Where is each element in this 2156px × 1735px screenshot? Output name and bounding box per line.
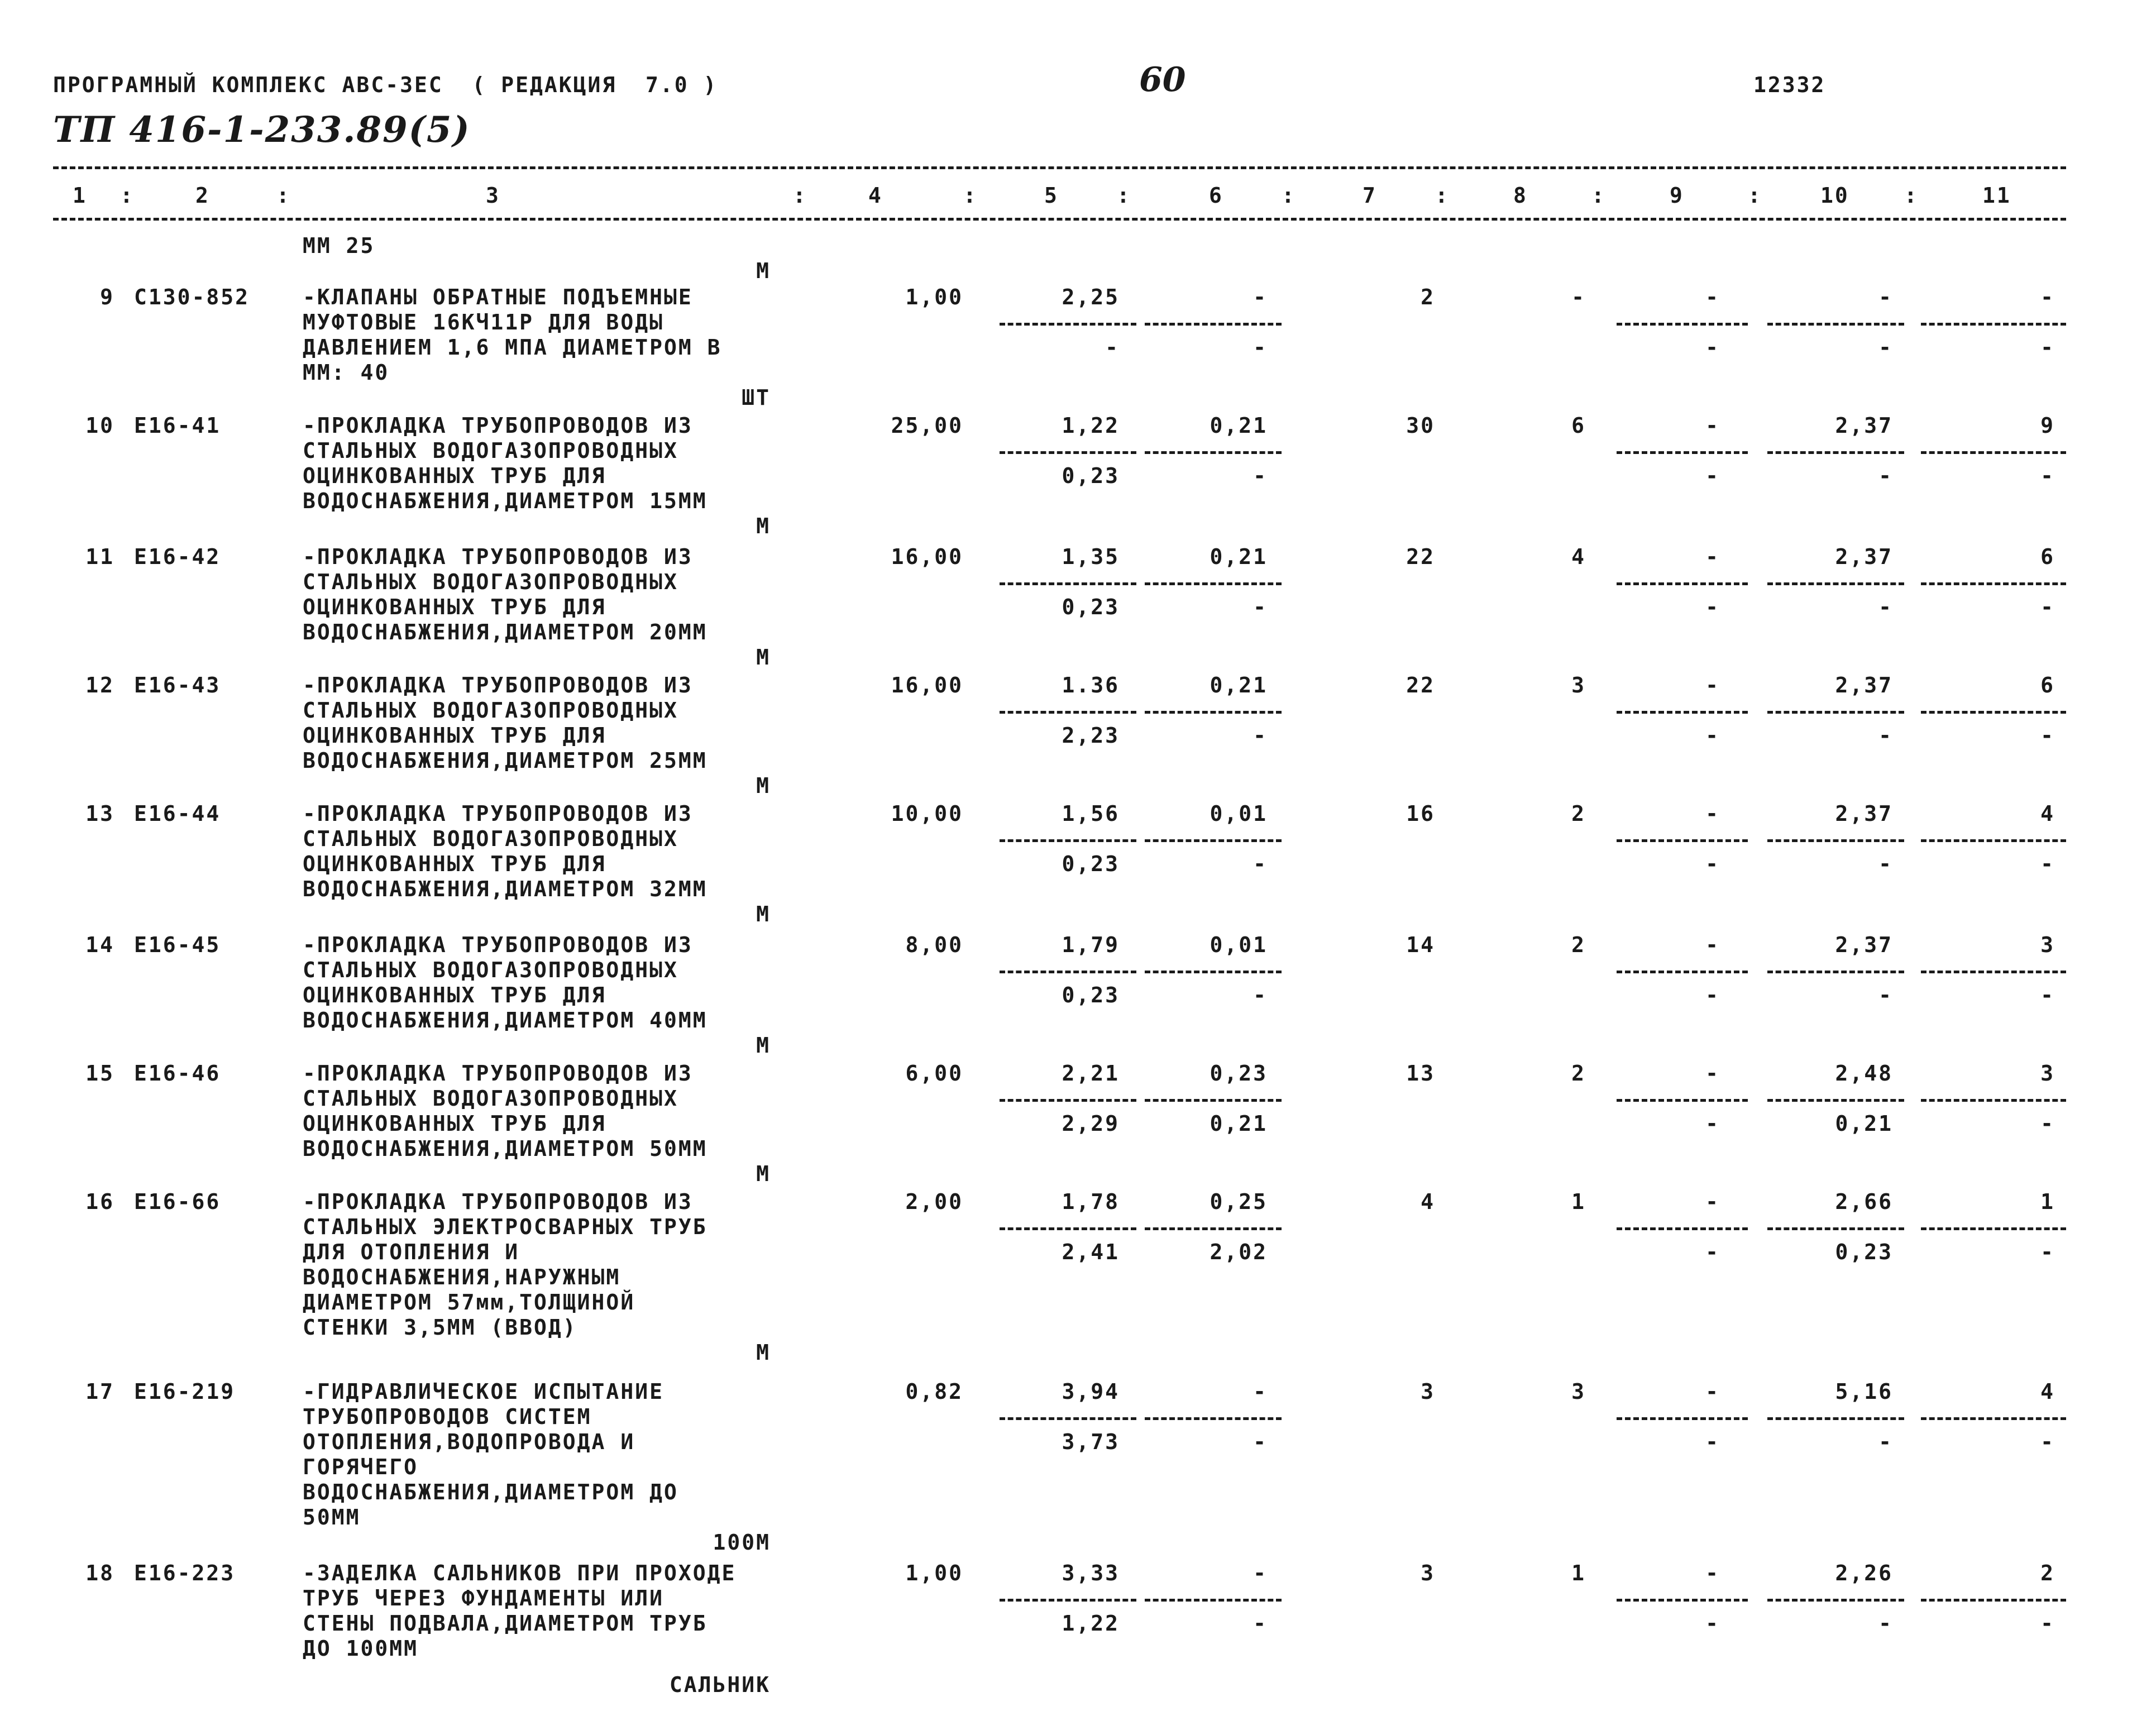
work-description-line: СТАЛЬНЫХ ВОДОГАЗОПРОВОДНЫХ — [303, 438, 678, 463]
row-number: 10 — [85, 413, 114, 438]
col9-bottom-value: - — [1705, 1611, 1720, 1636]
col10-top-value: 2,37 — [1835, 413, 1893, 438]
col11-fraction-line — [1921, 582, 2066, 585]
col7-value: 4 — [1421, 1189, 1435, 1214]
col9-top-value: - — [1705, 933, 1720, 957]
unit-of-measure: 100М — [713, 1530, 771, 1555]
col10-bottom-value: - — [1878, 852, 1893, 876]
rate-code: Е16-41 — [134, 413, 221, 438]
col11-fraction-line — [1921, 1227, 2066, 1230]
work-description-line: ДЛЯ ОТОПЛЕНИЯ И — [303, 1240, 520, 1264]
col11-top-value: 3 — [2040, 933, 2055, 957]
rate-code: Е16-42 — [134, 544, 221, 569]
col10-top-value: 2,37 — [1835, 933, 1893, 957]
work-description-line: -ЗАДЕЛКА САЛЬНИКОВ ПРИ ПРОХОДЕ — [303, 1561, 737, 1585]
header-rule — [53, 218, 2066, 221]
col10-top-value: 2,37 — [1835, 801, 1893, 826]
col6-fraction-line — [1145, 1099, 1282, 1102]
col10-top-value: 2,37 — [1835, 673, 1893, 697]
work-description-line: ММ: 40 — [303, 360, 390, 385]
work-description-line: 50ММ — [303, 1505, 361, 1530]
quantity-value: 8,00 — [905, 933, 963, 957]
col5-bottom-value: 0,23 — [1062, 852, 1120, 876]
rate-code: Е16-219 — [134, 1379, 236, 1404]
col11-bottom-value: - — [2040, 463, 2055, 488]
col5-top-value: 2,25 — [1062, 285, 1120, 309]
col5-bottom-value: - — [1105, 335, 1120, 360]
col10-bottom-value: - — [1878, 1430, 1893, 1454]
work-description-line: -ПРОКЛАДКА ТРУБОПРОВОДОВ ИЗ — [303, 1061, 693, 1086]
unit-of-measure: М — [756, 1162, 771, 1186]
work-description-line: -ГИДРАВЛИЧЕСКОЕ ИСПЫТАНИЕ — [303, 1379, 664, 1404]
col9-top-value: - — [1705, 1379, 1720, 1404]
column-separator: : — [963, 183, 978, 208]
col10-bottom-value: 0,23 — [1835, 1240, 1893, 1264]
work-description-line: ОЦИНКОВАННЫХ ТРУБ ДЛЯ — [303, 983, 606, 1007]
unit-of-measure: М — [756, 1033, 771, 1058]
column-separator: : — [1591, 183, 1606, 208]
col8-value: 1 — [1571, 1561, 1586, 1585]
work-description-line: ГОРЯЧЕГО — [303, 1455, 419, 1479]
work-description-line: -ПРОКЛАДКА ТРУБОПРОВОДОВ ИЗ — [303, 1189, 693, 1214]
column-separator: : — [1435, 183, 1450, 208]
col9-fraction-line — [1617, 1417, 1748, 1420]
quantity-value: 16,00 — [891, 673, 963, 697]
work-description-line: -ПРОКЛАДКА ТРУБОПРОВОДОВ ИЗ — [303, 933, 693, 957]
col8-value: 1 — [1571, 1189, 1586, 1214]
col9-fraction-line — [1617, 971, 1748, 973]
col8-value: 3 — [1571, 673, 1586, 697]
col6-top-value: 0,25 — [1210, 1189, 1268, 1214]
col5-fraction-line — [1000, 582, 1136, 585]
col9-bottom-value: - — [1705, 1240, 1720, 1264]
quantity-value: 10,00 — [891, 801, 963, 826]
col10-bottom-value: - — [1878, 463, 1893, 488]
column-header-1: 1 — [73, 183, 87, 208]
rate-code: Е16-43 — [134, 673, 221, 697]
col7-value: 2 — [1421, 285, 1435, 309]
col5-top-value: 1,78 — [1062, 1189, 1120, 1214]
col7-value: 13 — [1406, 1061, 1435, 1086]
col6-fraction-line — [1145, 711, 1282, 714]
col6-fraction-line — [1145, 582, 1282, 585]
top-rule — [53, 166, 2066, 169]
col9-top-value: - — [1705, 285, 1720, 309]
col9-bottom-value: - — [1705, 983, 1720, 1007]
col6-bottom-value: - — [1253, 1430, 1268, 1454]
col10-top-value: 2,37 — [1835, 544, 1893, 569]
col11-fraction-line — [1921, 1417, 2066, 1420]
work-description-line: СТАЛЬНЫХ ВОДОГАЗОПРОВОДНЫХ — [303, 826, 678, 851]
col11-top-value: 1 — [2040, 1189, 2055, 1214]
col6-bottom-value: 2,02 — [1210, 1240, 1268, 1264]
col11-bottom-value: - — [2040, 1611, 2055, 1636]
work-description-line: СТЕНЫ ПОДВАЛА,ДИАМЕТРОМ ТРУБ — [303, 1611, 707, 1636]
work-description-line: ДАВЛЕНИЕМ 1,6 МПА ДИАМЕТРОМ В — [303, 335, 722, 360]
col10-top-value: 2,26 — [1835, 1561, 1893, 1585]
col11-fraction-line — [1921, 839, 2066, 842]
work-description-line: ОЦИНКОВАННЫХ ТРУБ ДЛЯ — [303, 595, 606, 619]
work-description-line: ДО 100ММ — [303, 1636, 419, 1661]
col6-top-value: 0,01 — [1210, 801, 1268, 826]
col11-bottom-value: - — [2040, 1430, 2055, 1454]
row-number: 17 — [85, 1379, 114, 1404]
document-code: 12332 — [1753, 73, 1826, 97]
col11-fraction-line — [1921, 1599, 2066, 1602]
col6-bottom-value: 0,21 — [1210, 1111, 1268, 1136]
unit-of-measure: М — [756, 1340, 771, 1365]
col9-fraction-line — [1617, 839, 1748, 842]
col8-value: 6 — [1571, 413, 1586, 438]
col9-fraction-line — [1617, 1599, 1748, 1602]
col10-top-value: 2,48 — [1835, 1061, 1893, 1086]
col6-fraction-line — [1145, 839, 1282, 842]
row-number: 9 — [100, 285, 114, 309]
col10-fraction-line — [1767, 971, 1904, 973]
row-number: 18 — [85, 1561, 114, 1585]
work-description-line: ДИАМЕТРОМ 57мм,ТОЛЩИНОЙ — [303, 1290, 635, 1315]
col11-top-value: 6 — [2040, 544, 2055, 569]
work-description-line: СТЕНКИ 3,5ММ (ВВОД) — [303, 1315, 577, 1340]
col7-value: 22 — [1406, 673, 1435, 697]
col10-top-value: 5,16 — [1835, 1379, 1893, 1404]
col9-bottom-value: - — [1705, 463, 1720, 488]
col10-fraction-line — [1767, 1417, 1904, 1420]
work-description-line: СТАЛЬНЫХ ВОДОГАЗОПРОВОДНЫХ — [303, 958, 678, 982]
column-separator: : — [1904, 183, 1919, 208]
col5-bottom-value: 2,41 — [1062, 1240, 1120, 1264]
col6-top-value: 0,21 — [1210, 544, 1268, 569]
col5-fraction-line — [1000, 323, 1136, 326]
work-description-line: ОЦИНКОВАННЫХ ТРУБ ДЛЯ — [303, 463, 606, 488]
rate-code: С130-852 — [134, 285, 250, 309]
column-header-11: 11 — [1982, 183, 2011, 208]
col5-top-value: 1.36 — [1062, 673, 1120, 697]
column-separator: : — [1282, 183, 1296, 208]
col9-fraction-line — [1617, 711, 1748, 714]
rate-code: Е16-66 — [134, 1189, 221, 1214]
program-header: ПРОГРАМНЫЙ КОМПЛЕКС АВС-3ЕС ( РЕДАКЦИЯ 7.0 ) — [53, 73, 718, 97]
work-description-line: -ПРОКЛАДКА ТРУБОПРОВОДОВ ИЗ — [303, 673, 693, 697]
col6-fraction-line — [1145, 1599, 1282, 1602]
quantity-value: 6,00 — [905, 1061, 963, 1086]
col10-bottom-value: - — [1878, 595, 1893, 619]
col7-value: 22 — [1406, 544, 1435, 569]
col10-top-value: 2,66 — [1835, 1189, 1893, 1214]
col11-fraction-line — [1921, 711, 2066, 714]
col6-bottom-value: - — [1253, 983, 1268, 1007]
quantity-value: 0,82 — [905, 1379, 963, 1404]
col11-top-value: - — [2040, 285, 2055, 309]
col10-bottom-value: - — [1878, 335, 1893, 360]
col11-fraction-line — [1921, 323, 2066, 326]
col9-top-value: - — [1705, 1189, 1720, 1214]
col6-fraction-line — [1145, 451, 1282, 454]
col6-top-value: - — [1253, 1379, 1268, 1404]
column-separator: : — [1117, 183, 1131, 208]
col10-fraction-line — [1767, 582, 1904, 585]
col10-top-value: - — [1878, 285, 1893, 309]
row-number: 15 — [85, 1061, 114, 1086]
work-description-line: МУФТОВЫЕ 16КЧ11Р ДЛЯ ВОДЫ — [303, 310, 664, 334]
work-description-line: ТРУБОПРОВОДОВ СИСТЕМ — [303, 1404, 592, 1429]
col11-fraction-line — [1921, 451, 2066, 454]
col5-top-value: 3,94 — [1062, 1379, 1120, 1404]
col11-fraction-line — [1921, 971, 2066, 973]
work-description-line: ВОДОСНАБЖЕНИЯ,ДИАМЕТРОМ 50ММ — [303, 1136, 707, 1161]
col10-fraction-line — [1767, 1227, 1904, 1230]
col8-value: 3 — [1571, 1379, 1586, 1404]
col9-bottom-value: - — [1705, 723, 1720, 748]
quantity-value: 25,00 — [891, 413, 963, 438]
col6-fraction-line — [1145, 1417, 1282, 1420]
col6-bottom-value: - — [1253, 595, 1268, 619]
col11-top-value: 4 — [2040, 801, 2055, 826]
col10-bottom-value: 0,21 — [1835, 1111, 1893, 1136]
col10-fraction-line — [1767, 323, 1904, 326]
rate-code: Е16-44 — [134, 801, 221, 826]
col10-bottom-value: - — [1878, 1611, 1893, 1636]
col11-bottom-value: - — [2040, 595, 2055, 619]
work-description-line: ОТОПЛЕНИЯ,ВОДОПРОВОДА И — [303, 1430, 635, 1454]
continuation-unit: М — [756, 259, 771, 283]
col10-bottom-value: - — [1878, 983, 1893, 1007]
work-description-line: ВОДОСНАБЖЕНИЯ,ДИАМЕТРОМ 40ММ — [303, 1008, 707, 1033]
col5-fraction-line — [1000, 711, 1136, 714]
column-header-6: 6 — [1209, 183, 1223, 208]
col9-fraction-line — [1617, 1099, 1748, 1102]
quantity-value: 1,00 — [905, 1561, 963, 1585]
work-description-line: ОЦИНКОВАННЫХ ТРУБ ДЛЯ — [303, 1111, 606, 1136]
col6-bottom-value: - — [1253, 1611, 1268, 1636]
column-header-10: 10 — [1820, 183, 1849, 208]
col11-bottom-value: - — [2040, 852, 2055, 876]
unit-of-measure: М — [756, 902, 771, 926]
col9-bottom-value: - — [1705, 1111, 1720, 1136]
col10-fraction-line — [1767, 451, 1904, 454]
col10-bottom-value: - — [1878, 723, 1893, 748]
col9-bottom-value: - — [1705, 1430, 1720, 1454]
work-description-line: ВОДОСНАБЖЕНИЯ,ДИАМЕТРОМ 25ММ — [303, 748, 707, 773]
row-number: 12 — [85, 673, 114, 697]
col5-top-value: 1,56 — [1062, 801, 1120, 826]
work-description-line: -ПРОКЛАДКА ТРУБОПРОВОДОВ ИЗ — [303, 801, 693, 826]
col9-fraction-line — [1617, 451, 1748, 454]
col11-bottom-value: - — [2040, 335, 2055, 360]
col5-fraction-line — [1000, 839, 1136, 842]
col11-fraction-line — [1921, 1099, 2066, 1102]
work-description-line: СТАЛЬНЫХ ВОДОГАЗОПРОВОДНЫХ — [303, 1086, 678, 1111]
rate-code: Е16-46 — [134, 1061, 221, 1086]
col9-bottom-value: - — [1705, 852, 1720, 876]
column-separator: : — [120, 183, 135, 208]
col9-top-value: - — [1705, 673, 1720, 697]
col5-top-value: 2,21 — [1062, 1061, 1120, 1086]
column-header-3: 3 — [486, 183, 500, 208]
col9-top-value: - — [1705, 544, 1720, 569]
rate-code: Е16-223 — [134, 1561, 236, 1585]
col5-fraction-line — [1000, 451, 1136, 454]
work-description-line: ВОДОСНАБЖЕНИЯ,НАРУЖНЫМ — [303, 1265, 621, 1289]
quantity-value: 1,00 — [905, 285, 963, 309]
col7-value: 16 — [1406, 801, 1435, 826]
col5-fraction-line — [1000, 1599, 1136, 1602]
col8-value: 2 — [1571, 801, 1586, 826]
col5-fraction-line — [1000, 1227, 1136, 1230]
col7-value: 3 — [1421, 1379, 1435, 1404]
col9-bottom-value: - — [1705, 335, 1720, 360]
col8-value: 2 — [1571, 933, 1586, 957]
col6-bottom-value: - — [1253, 463, 1268, 488]
col7-value: 14 — [1406, 933, 1435, 957]
work-description-line: ВОДОСНАБЖЕНИЯ,ДИАМЕТРОМ 15ММ — [303, 489, 707, 513]
col6-bottom-value: - — [1253, 852, 1268, 876]
col8-value: - — [1571, 285, 1586, 309]
col9-fraction-line — [1617, 582, 1748, 585]
unit-of-measure: М — [756, 773, 771, 798]
col9-top-value: - — [1705, 1561, 1720, 1585]
col6-top-value: 0,21 — [1210, 413, 1268, 438]
column-header-7: 7 — [1363, 183, 1377, 208]
col11-top-value: 2 — [2040, 1561, 2055, 1585]
col6-fraction-line — [1145, 971, 1282, 973]
col6-fraction-line — [1145, 323, 1282, 326]
col11-top-value: 6 — [2040, 673, 2055, 697]
col5-top-value: 1,79 — [1062, 933, 1120, 957]
col5-bottom-value: 0,23 — [1062, 983, 1120, 1007]
work-description-line: СТАЛЬНЫХ ВОДОГАЗОПРОВОДНЫХ — [303, 570, 678, 594]
col5-bottom-value: 0,23 — [1062, 595, 1120, 619]
row-number: 16 — [85, 1189, 114, 1214]
work-description-line: ОЦИНКОВАННЫХ ТРУБ ДЛЯ — [303, 852, 606, 876]
col6-bottom-value: - — [1253, 335, 1268, 360]
col5-top-value: 1,35 — [1062, 544, 1120, 569]
col5-fraction-line — [1000, 1417, 1136, 1420]
col5-top-value: 1,22 — [1062, 413, 1120, 438]
unit-of-measure: М — [756, 514, 771, 538]
col6-top-value: 0,01 — [1210, 933, 1268, 957]
column-header-8: 8 — [1513, 183, 1528, 208]
work-description-line: СТАЛЬНЫХ ЭЛЕКТРОСВАРНЫХ ТРУБ — [303, 1215, 707, 1239]
unit-of-measure: ШТ — [742, 385, 771, 410]
col8-value: 4 — [1571, 544, 1586, 569]
work-description-line: ВОДОСНАБЖЕНИЯ,ДИАМЕТРОМ 32ММ — [303, 877, 707, 901]
col7-value: 30 — [1406, 413, 1435, 438]
col9-fraction-line — [1617, 323, 1748, 326]
col5-top-value: 3,33 — [1062, 1561, 1120, 1585]
col7-value: 3 — [1421, 1561, 1435, 1585]
row-number: 14 — [85, 933, 114, 957]
col8-value: 2 — [1571, 1061, 1586, 1086]
col6-top-value: - — [1253, 1561, 1268, 1585]
col6-bottom-value: - — [1253, 723, 1268, 748]
col5-bottom-value: 3,73 — [1062, 1430, 1120, 1454]
col6-top-value: - — [1253, 285, 1268, 309]
column-separator: : — [1748, 183, 1762, 208]
col10-fraction-line — [1767, 711, 1904, 714]
col9-fraction-line — [1617, 1227, 1748, 1230]
unit-of-measure: М — [756, 645, 771, 670]
column-header-2: 2 — [195, 183, 210, 208]
handwritten-title: ТП 416-1-233.89(5) — [53, 109, 471, 151]
col5-fraction-line — [1000, 971, 1136, 973]
work-description-line: СТАЛЬНЫХ ВОДОГАЗОПРОВОДНЫХ — [303, 698, 678, 723]
col6-top-value: 0,23 — [1210, 1061, 1268, 1086]
col11-top-value: 4 — [2040, 1379, 2055, 1404]
col11-top-value: 3 — [2040, 1061, 2055, 1086]
work-description-line: -ПРОКЛАДКА ТРУБОПРОВОДОВ ИЗ — [303, 544, 693, 569]
col11-bottom-value: - — [2040, 723, 2055, 748]
column-header-9: 9 — [1670, 183, 1684, 208]
col11-bottom-value: - — [2040, 983, 2055, 1007]
col5-fraction-line — [1000, 1099, 1136, 1102]
col9-top-value: - — [1705, 801, 1720, 826]
work-description-line: -ПРОКЛАДКА ТРУБОПРОВОДОВ ИЗ — [303, 413, 693, 438]
column-separator: : — [276, 183, 291, 208]
col9-top-value: - — [1705, 413, 1720, 438]
continuation-line: ММ 25 — [303, 233, 375, 258]
work-description-line: ВОДОСНАБЖЕНИЯ,ДИАМЕТРОМ 20ММ — [303, 620, 707, 644]
quantity-value: 16,00 — [891, 544, 963, 569]
column-header-4: 4 — [868, 183, 883, 208]
col5-bottom-value: 2,29 — [1062, 1111, 1120, 1136]
row-number: 11 — [85, 544, 114, 569]
work-description-line: ОЦИНКОВАННЫХ ТРУБ ДЛЯ — [303, 723, 606, 748]
col10-fraction-line — [1767, 839, 1904, 842]
col5-bottom-value: 0,23 — [1062, 463, 1120, 488]
page-number: 60 — [1139, 60, 1186, 99]
col11-top-value: 9 — [2040, 413, 2055, 438]
col5-bottom-value: 1,22 — [1062, 1611, 1120, 1636]
work-description-line: ТРУБ ЧЕРЕЗ ФУНДАМЕНТЫ ИЛИ — [303, 1586, 664, 1610]
col6-fraction-line — [1145, 1227, 1282, 1230]
column-header-5: 5 — [1044, 183, 1059, 208]
col9-bottom-value: - — [1705, 595, 1720, 619]
col6-top-value: 0,21 — [1210, 673, 1268, 697]
row-number: 13 — [85, 801, 114, 826]
column-separator: : — [793, 183, 807, 208]
col9-top-value: - — [1705, 1061, 1720, 1086]
rate-code: Е16-45 — [134, 933, 221, 957]
work-description-line: ВОДОСНАБЖЕНИЯ,ДИАМЕТРОМ ДО — [303, 1480, 678, 1504]
quantity-value: 2,00 — [905, 1189, 963, 1214]
work-description-line: -КЛАПАНЫ ОБРАТНЫЕ ПОДЪЕМНЫЕ — [303, 285, 693, 309]
col11-bottom-value: - — [2040, 1111, 2055, 1136]
col10-fraction-line — [1767, 1599, 1904, 1602]
col11-bottom-value: - — [2040, 1240, 2055, 1264]
col5-bottom-value: 2,23 — [1062, 723, 1120, 748]
col10-fraction-line — [1767, 1099, 1904, 1102]
unit-of-measure: САЛЬНИК — [669, 1672, 771, 1697]
